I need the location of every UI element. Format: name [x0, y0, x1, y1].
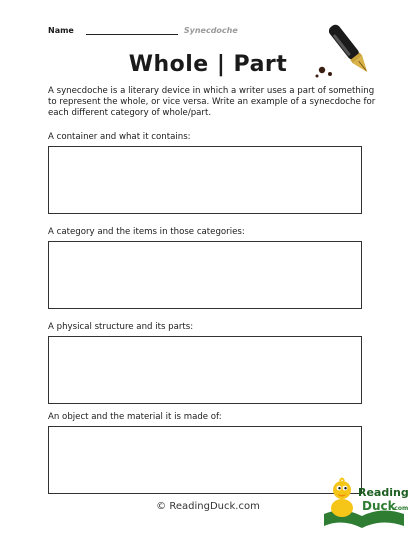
answer-box-container[interactable] — [48, 146, 362, 214]
section-label-category: A category and the items in those categories: — [48, 227, 245, 237]
logo-word-duck: Duck — [362, 499, 396, 513]
reading-duck-logo — [318, 470, 414, 534]
logo-word-reading: Reading — [358, 486, 409, 499]
topic-label: Synecdoche — [183, 26, 238, 35]
answer-box-material[interactable] — [48, 426, 362, 494]
section-label-container: A container and what it contains: — [48, 132, 191, 142]
page-title: Whole | Part — [128, 52, 288, 77]
section-label-structure: A physical structure and its parts: — [48, 322, 194, 332]
name-header — [48, 26, 308, 35]
name-label: Name — [48, 26, 74, 35]
section-label-material: An object and the material it is made of: — [48, 412, 222, 422]
logo-suffix: .com — [392, 505, 409, 512]
answer-box-category[interactable] — [48, 241, 362, 309]
intro-paragraph: A synecdoche is a literary device in which a writer uses a part of something to represent the whole, or vice versa. Write an example of a synecdoche for each different category of whole/part. — [48, 86, 376, 118]
answer-box-structure[interactable] — [48, 336, 362, 404]
name-line[interactable] — [86, 26, 178, 35]
footer-copyright: © ReadingDuck.com — [156, 501, 260, 512]
